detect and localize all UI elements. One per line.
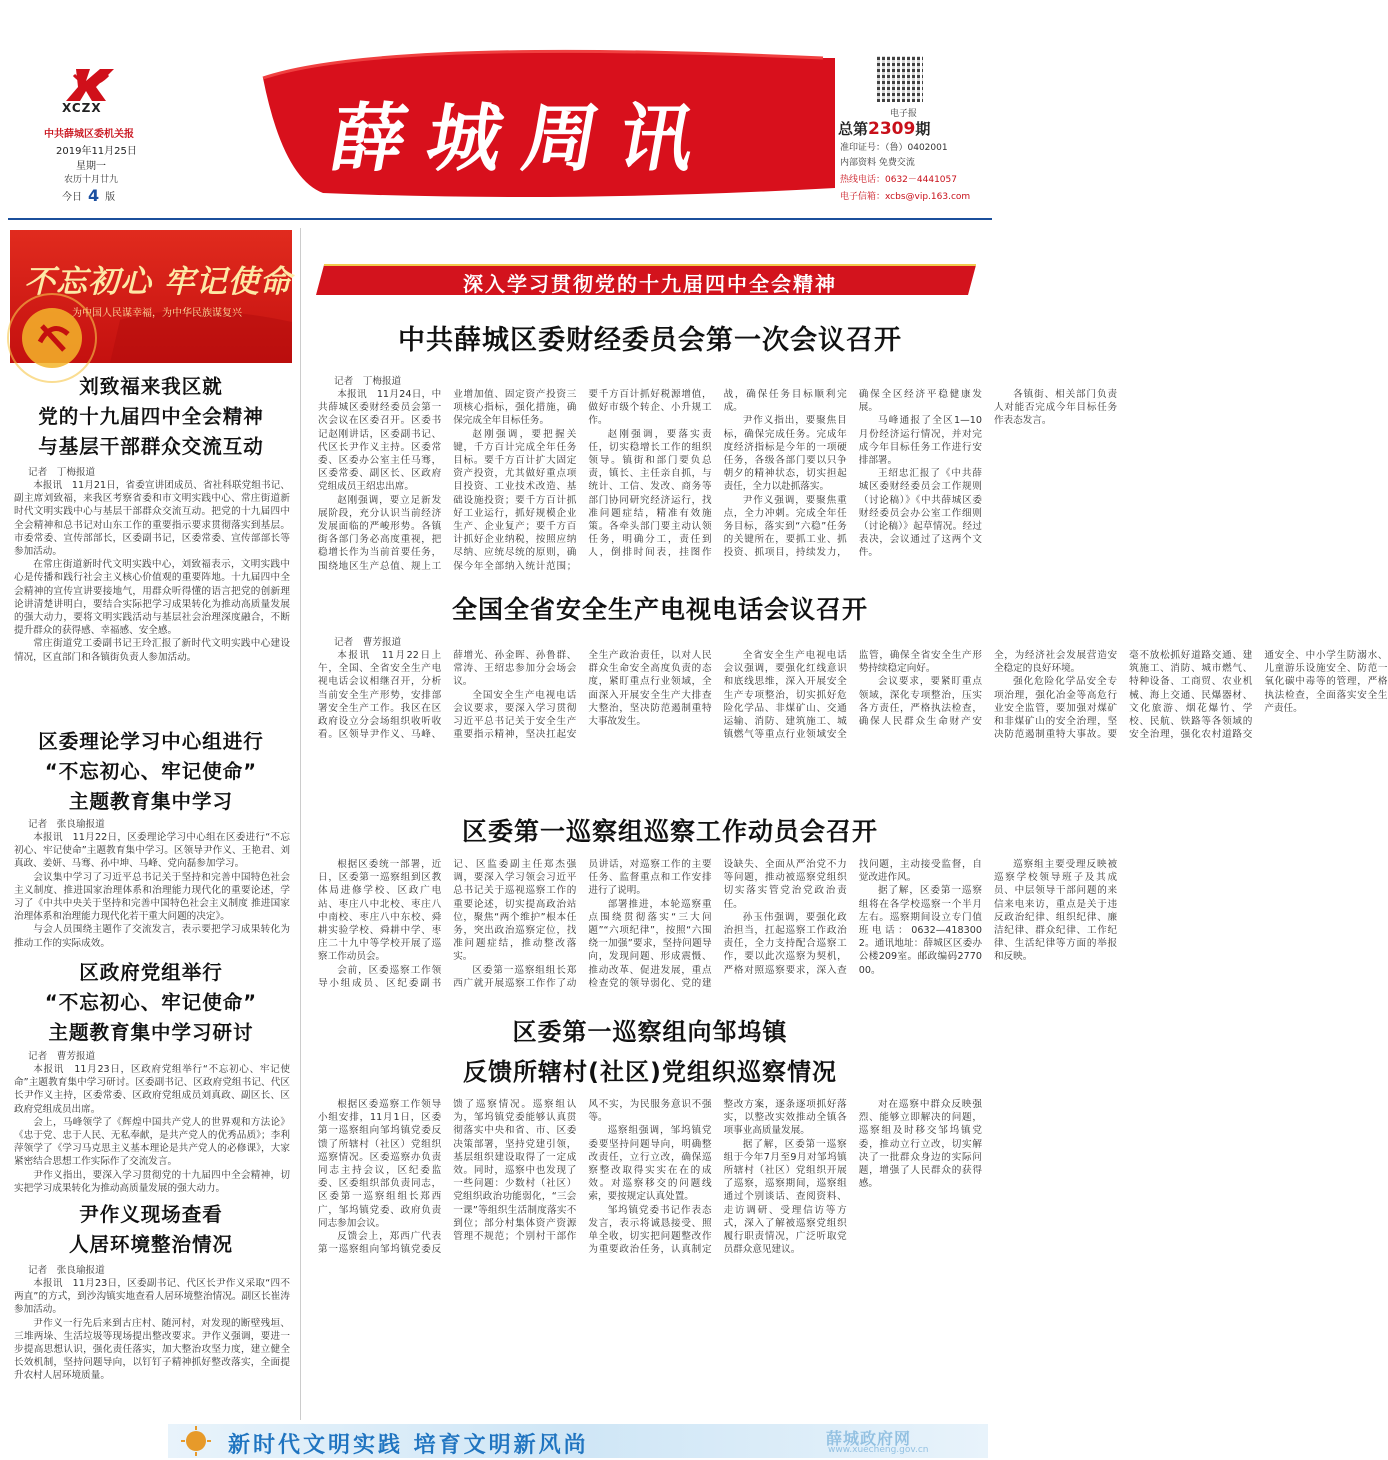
page-count: 4 [88, 186, 100, 205]
banner-subtitle: 为中国人民谋幸福，为中华民族谋复兴 [72, 308, 242, 319]
logo-text: XCZX [62, 101, 102, 115]
title-line: 与基层干部群众交流互动 [38, 435, 264, 458]
title-line: “不忘初心、牢记使命” [44, 991, 258, 1014]
paragraph: 本报讯 11月23日，区政府党组举行“不忘初心、牢记使命”主题教育集中学习研讨。区委副书记、区政府党组书记、代区长尹作义主持，区委常委、区政府党组成员刘真政、副区长、区政府党组成员出席。 [14, 1064, 290, 1115]
paragraph: 尹作义强调，要聚焦重点，全力冲刺。完成全年任务目标，落实到“六稳”任务的关键所在，要抓工业、抓投资、抓项目，持续发力，确保全区经济平稳健康发展。 [723, 389, 982, 559]
article-body [14, 1277, 290, 1415]
paragraph: 巡察组强调，邹坞镇党委要坚持问题导向，明确整改责任，立行立改，确保巡察整改取得实实在在的成效。对巡察移交的问题线索，要按规定认真处置。 [588, 1125, 712, 1203]
masthead-title-banner [263, 38, 835, 200]
article-body [318, 858, 1118, 998]
paragraph: 反馈会上，郑西广代表第一巡察组向邹坞镇党委反馈了巡察情况。巡察组认为，邹坞镇党委能够认真贯彻落实中央和省、市、区委决策部署，坚持党建引领，基层组织建设取得了一定成效。同时，巡察中也发现了一些问题：少数村（社区）党组织政治功能弱化，“三会一课”等组织生活制度落实不到位；部分村集体资产资源管理不规范；个别村干部作风不实，为民服务意识不强等。 [318, 1099, 712, 1256]
paragraph: 本报讯 11月21日，省委宣讲团成员、省社科联党组书记、副主席刘致福，来我区考察省委和市文明实践中心、常庄街道新时代文明实践中心与基层干部群众交流互动。把党的十九届四中全会精神和总书记对山东工作的重要指示要求贯彻落实到基层。市委常委、宣传部部长，区委副书记，区委常委、宣传部部长等参加活动。 [14, 480, 290, 558]
email: 电子信箱：xcbs@vip.163.com [840, 192, 971, 202]
article-body [14, 1063, 290, 1194]
footer-slogan: 新时代文明实践 培育文明新风尚 [228, 1433, 589, 1458]
today-label: 今日 [62, 192, 82, 203]
title-line: 区委第一巡察组向邹坞镇 [512, 1018, 788, 1046]
article-byline: 记者 张良瑜报道 [28, 819, 105, 830]
article-byline: 记者 张良瑜报道 [28, 1265, 105, 1276]
watermark-url: www.xuecheng.gov.cn [828, 1445, 929, 1455]
article-body [318, 649, 1388, 751]
article-body [318, 1098, 982, 1420]
hotline: 热线电话：0632－4441057 [840, 175, 957, 185]
paragraph: 本报讯 11月23日，区委副书记、代区长尹作义采取“四不两直”的方式，到沙沟镇实地查看人居环境整治情况。副区长崔涛参加活动。 [14, 1278, 290, 1316]
paragraph: 尹作义指出，要深入学习贯彻党的十九届四中全会精神，切实把学习成果转化为推动高质量发展的强大动力。 [14, 1169, 290, 1194]
issue-number [838, 118, 930, 139]
paragraph: 本报讯 11月22日上午，全国、全省安全生产电视电话会议相继召开，分析当前安全生产形势，安排部署安全生产工作。我区在区政府设立分会场组织收听收看。区领导尹作义、马峰、薛增光、孙金晖、孙鲁群、常涛、王绍忠参加分会场会议。 [318, 650, 577, 741]
sun-icon [174, 1424, 234, 1458]
paragraph: 与会人员围绕主题作了交流发言，表示要把学习成果转化为推动工作的实际成效。 [14, 924, 290, 949]
pages-label [62, 186, 115, 205]
paragraph: 部署推进，本轮巡察重点围绕贯彻落实“三大问题”“六项纪律”，按照“六围绕一加强”要求，坚持问题导向，发现问题、形成震慑、推动改革、促进发展，重点检查党的领导弱化、党的建设缺失、全面从严治党不力等问题，推动被巡察党组织切实落实管党治党政治责任。 [588, 859, 847, 989]
article-body [14, 479, 290, 687]
article-title [10, 727, 292, 817]
lunar-date: 农历十月廿九 [64, 175, 119, 185]
internal-note: 内部资料 免费交流 [840, 158, 915, 168]
issue-date: 2019年11月25日 [56, 146, 137, 157]
paragraph: 会议集中学习了习近平总书记关于坚持和完善中国特色社会主义制度、推进国家治理体系和治理能力现代化的重要论述，学习了《中共中央关于坚持和完善中国特色社会主义制度 推进国家治理体系和治理能力现代化若干重大问题的决定》。 [14, 871, 290, 923]
paragraph: 会议要求，要紧盯重点领域，深化专项整治，压实各方责任，严格执法检查，确保人民群众生命财产安全，为经济社会发展营造安全稳定的良好环境。 [858, 650, 1118, 728]
banner-slogan: 不忘初心 牢记使命 [24, 264, 292, 300]
paragraph: 全国安全生产电视电话会议要求，要深入学习贯彻习近平总书记关于安全生产重要指示精神，坚决扛起安全生产政治责任，以对人民群众生命安全高度负责的态度，紧盯重点行业领域，全面深入开展安全生产大排查大整治，坚决防范遏制重特大事故发生。 [453, 650, 712, 741]
article-title [316, 1012, 984, 1092]
footer-banner [168, 1424, 988, 1458]
paragraph: 根据区委统一部署，近日，区委第一巡察组到区教体局进修学校、区政广电站、枣庄八中北校、枣庄八中南校、枣庄八中东校、舜耕实验学校、舜耕中学、枣庄二十九中等学校开展了巡察工作动员会。 [318, 859, 442, 963]
paragraph: 会上，马峰领学了《辉煌中国共产党人的世界观和方法论》《忠于党、忠于人民、无私奉献，是共产党人的优秀品质》；李利萍领学了《学习马克思主义基本理论是共产党人的必修课》，大家紧密结合思想工作实际作了交流发言。 [14, 1116, 290, 1168]
article-title: 全国全省安全生产电视电话会议召开 [451, 595, 868, 624]
paragraph: 对在巡察中群众反映强烈、能够立即解决的问题，巡察组及时移交邹坞镇党委，推动立行立改，切实解决了一批群众身边的实际问题，增强了人民群众的获得感。 [858, 1099, 982, 1190]
paragraph: 赵刚强调，要把握关键，千方百计完成全年任务目标。要千方百计扩大固定资产投资，尤其做好重点项目投资、工业技术改造、基础设施投资；要千方百计抓好工业运行，抓好规模企业生产、企业复产；要千方百计抓好企业纳税，按照应纳尽纳、应统尽统的原则，确保今年全部纳入统计范围；要千方百计抓好税源增值，做好市级个转企、小升规工作。 [453, 389, 712, 572]
article-body [318, 388, 1118, 574]
paragraph: 会前，区委巡察工作领导小组成员、区纪委副书记、区监委副主任郑杰强调，要深入学习领会习近平总书记关于巡视巡察工作的重要论述，切实提高政治站位，聚焦“两个维护”根本任务，突出政治巡察定位，找准问题症结，推动整改落实。 [318, 859, 577, 989]
paragraph: 赵刚强调，要落实责任，切实稳增长工作的组织领导。镇街和部门要负总责，镇长、主任亲自抓，与统计、工信、发改、商务等部门协同研究经济运行，找准问题症结，精准有效施策。各牵头部门要主动认领任务，明确分工，责任到人，倒排时间表，挂图作战，确保任务目标顺利完成。 [588, 389, 847, 559]
paragraph: 强化危险化学品安全专项治理，强化冶金等高危行业安全监管，要加强对煤矿和非煤矿山的安全治理，坚决防范遏制重特大事故。要毫不放松抓好道路交通、建筑施工、消防、城市燃气、特种设备、工商贸、农业机械、海上交通、民爆器材、文化旅游、烟花爆竹、学校、民航、铁路等各领域的安全治理，强化农村道路交通安全、中小学生防溺水、儿童游乐设施安全、防范一氧化碳中毒等的管理，严格执法检查，全面落实安全生产责任。 [993, 650, 1388, 741]
article-title [10, 372, 292, 462]
paragraph: 本报讯 11月22日，区委理论学习中心组在区委进行“不忘初心、牢记使命”主题教育集中学习。区领导尹作义、王艳君、刘真政、姜妍、马骞、孙中坤、马峰、党向磊参加学习。 [14, 832, 290, 870]
paragraph: 在常庄街道新时代文明实践中心，刘致福表示，文明实践中心是传播和践行社会主义核心价值观的重要阵地。十九届四中全会精神的宣传宣讲要接地气，用群众听得懂的语言把党的创新理论讲清楚讲明白，要结合实际把学习成果转化为推动高质量发展的强大动力，要将文明实践活动与基层社会治理深度融合，不断提升群众的获得感、幸福感、安全感。 [14, 559, 290, 637]
article-byline: 记者 曹芳报道 [334, 637, 402, 648]
paragraph: 全省安全生产电视电话会议强调，要强化红线意识和底线思维，深入开展安全生产专项整治，切实抓好危险化学品、非煤矿山、交通运输、消防、建筑施工、城镇燃气等重点行业领域安全监管，确保全省安全生产形势持续稳定向好。 [723, 650, 982, 741]
article-body [14, 831, 290, 949]
permit-number: 准印证号：（鲁）0402001 [840, 143, 948, 153]
theme-image-banner [10, 230, 292, 363]
paragraph: 孙玉伟强调，要强化政治担当，扛起巡察工作政治责任，全力支持配合巡察工作，要以此次巡察为契机，严格对照巡察要求，深入查找问题，主动接受监督，自觉改进作风。 [723, 859, 982, 976]
paragraph: 据了解，区委第一巡察组于今年7月至9月对邹坞镇所辖村（社区）党组织开展了巡察，巡察期间，巡察组通过个别谈话、查阅资料、走访调研、受理信访等方式，深入了解被巡察党组织履行职责情况，广泛听取党员群众意见建议。 [723, 1138, 847, 1256]
paragraph: 据了解，区委第一巡察组将在各学校巡察一个半月左右。巡察期间设立专门值班电话：0632—4183002。通讯地址：薛城区区委办公楼209室。邮政编码277000。 [858, 885, 982, 976]
watermark: 薛城政府网 [826, 1429, 912, 1448]
weekday: 星期一 [76, 161, 106, 172]
issue-prefix: 总第 [838, 120, 869, 138]
article-title [10, 1200, 292, 1260]
title-line: 党的十九届四中全会精神 [38, 405, 264, 428]
title-line: 尹作义现场查看 [79, 1203, 223, 1226]
title-line: 区委理论学习中心组进行 [38, 730, 264, 753]
masthead-rule [8, 218, 992, 220]
newspaper-org: 中共薛城区委机关报 [44, 129, 134, 140]
paragraph: 根据区委巡察工作领导小组安排，11月1日，区委第一巡察组向邹坞镇党委反馈了所辖村（社区）党组织巡察情况。区委巡察办负责同志主持会议，区纪委监委、区委组织部负责同志，区委第一巡察组组长郑西广，邹坞镇党委、政府负责同志参加会议。 [318, 1099, 442, 1229]
section-banner [316, 261, 984, 299]
paragraph: 巡察组主要受理反映被巡察学校领导班子及其成员、中层领导干部问题的来信来电来访，重点是关于违反政治纪律、组织纪律、廉洁纪律、群众纪律、工作纪律、生活纪律等方面的举报和反映。 [993, 859, 1118, 963]
paragraph: 马峰通报了全区1—10月份经济运行情况，并对完成今年目标任务工作进行安排部署。 [858, 415, 982, 467]
article-title [10, 958, 292, 1048]
paragraph: 常庄街道党工委副书记王玲汇报了新时代文明实践中心建设情况，区直部门和各镇街负责人参加活动。 [14, 638, 290, 663]
title-line: “不忘初心、牢记使命” [44, 760, 258, 783]
title-line: 主题教育集中学习 [68, 790, 233, 813]
paragraph: 本报讯 11月24日，中共薛城区委财经委员会第一次会议在区委召开。区委书记赵刚讲话，区委副书记、代区长尹作义主持。区委常委、区委办公室主任马骞，区委常委、副区长、区政府党组成员王绍忠出席。 [318, 389, 442, 493]
paragraph: 尹作义指出，要聚焦目标，确保完成任务。完成年度经济指标是今年的一项硬任务，各级各部门要以只争朝夕的精神状态，切实担起责任，全力以赴抓落实。 [723, 415, 847, 493]
article-byline: 记者 丁梅报道 [28, 467, 96, 478]
issue-suffix: 期 [915, 120, 931, 138]
article-title: 区委第一巡察组巡察工作动员会召开 [461, 817, 878, 846]
title-line: 刘致福来我区就 [79, 375, 223, 398]
article-byline: 记者 曹芳报道 [28, 1051, 96, 1062]
title-line: 主题教育集中学习研讨 [48, 1021, 254, 1044]
title-line: 反馈所辖村(社区)党组织巡察情况 [463, 1058, 837, 1086]
issue-no: 2309 [868, 119, 916, 139]
paragraph: 赵刚强调，要立足新发展阶段，充分认识当前经济发展面临的严峻形势。各镇街各部门务必高度重视，把稳增长作为当前首要任务，围绕地区生产总值、规上工业增加值、固定资产投资三项核心指标，强化措施，确保完成全年目标任务。 [318, 389, 577, 572]
paragraph: 尹作义一行先后来到古庄村、随河村，对发现的断壁残垣、三堆两垛、生活垃圾等现场提出整改要求。尹作义强调，要进一步提高思想认识，强化责任落实，加大整治攻坚力度，建立健全长效机制，坚持问题导向，以钉钉子精神抓好整改落实，全面提升农村人居环境质量。 [14, 1317, 290, 1382]
qr-code-overlay [877, 56, 923, 102]
masthead-title: 薛城周讯 [324, 96, 724, 182]
paragraph: 王绍忠汇报了《中共薛城区委财经委员会工作规则（讨论稿）》《中共薛城区委财经委员会办公室工作细则（讨论稿）》起草情况。经过表决，会议通过了这两个文件。 [858, 468, 982, 559]
title-line: 区政府党组举行 [79, 961, 223, 984]
column-divider [300, 228, 301, 1420]
page-unit: 版 [105, 192, 116, 203]
section-banner-text: 深入学习贯彻党的十九届四中全会精神 [463, 272, 837, 296]
qr-label: 电子报 [890, 109, 918, 119]
paragraph: 各镇街、相关部门负责人对能否完成今年目标任务作表态发言。 [993, 389, 1118, 427]
article-byline: 记者 丁梅报道 [334, 376, 402, 387]
paragraph: 邹坞镇党委书记作表态发言，表示将诚恳接受、照单全收，切实把问题整改作为重要政治任务，认真制定整改方案，逐条逐项抓好落实，以整改实效推动全镇各项事业高质量发展。 [588, 1099, 847, 1256]
paragraph: 区委第一巡察组组长郑西广就开展巡察工作作了动员讲话，对巡察工作的主要任务、监督重点和工作安排进行了说明。 [453, 859, 712, 989]
title-line: 人居环境整治情况 [68, 1233, 233, 1256]
article-title: 中共薛城区委财经委员会第一次会议召开 [398, 325, 902, 356]
